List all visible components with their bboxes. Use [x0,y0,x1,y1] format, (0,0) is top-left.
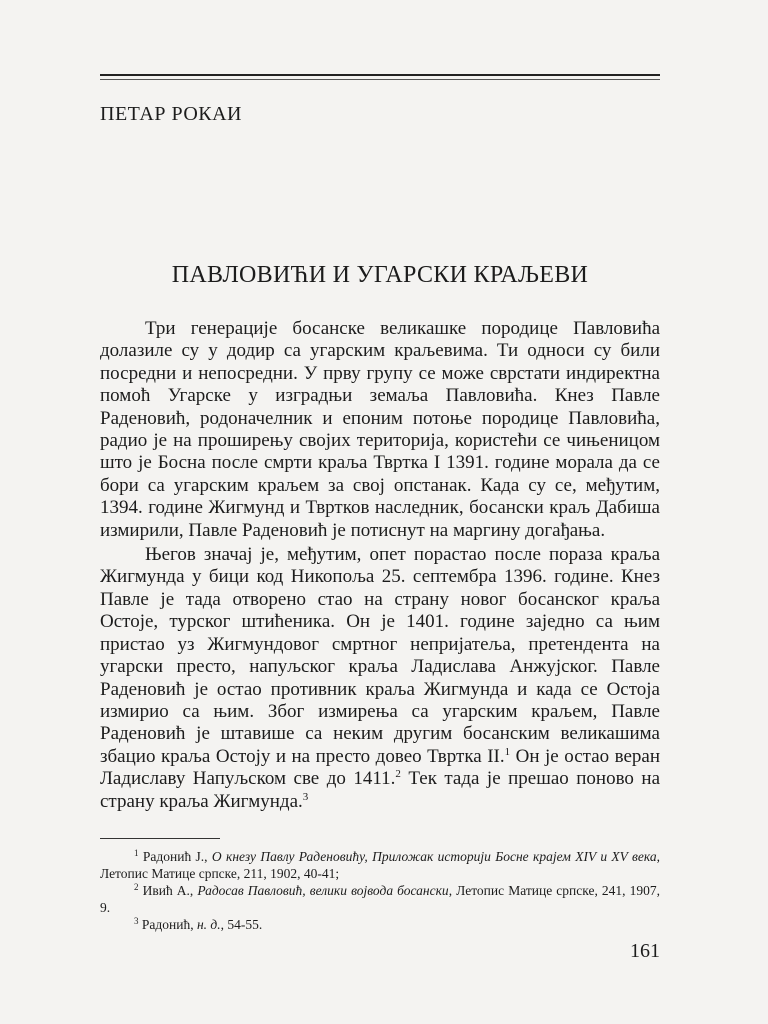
footnote-2-author: Ивић А., [142,883,198,898]
footnote-1 [100,848,660,882]
footnote-ref-3[interactable]: 3 [302,790,309,803]
paragraph-1 [100,318,660,542]
footnote-1-number: 1 [134,848,139,858]
footnote-3-number: 3 [134,916,139,926]
page-number: 161 [630,940,660,962]
footnote-2-title: Радосав Павловић, велики војвода босански [197,883,449,898]
header-rule-thin [100,79,660,80]
header-rule [100,74,660,76]
footnote-1-rest: , Летопис Матице српске, 211, 1902, 40-41; [100,849,661,881]
paragraph-2 [100,544,660,813]
article-body [100,318,660,813]
footnote-3-title: н. д. [196,917,221,932]
footnote-2 [100,882,660,916]
footnote-ref-1[interactable]: 1 [504,745,511,758]
footnote-3-rest: , 54-55. [220,917,263,932]
footnote-2-rest: , Летопис Матице српске, 241, 1907, 9. [100,883,661,915]
paragraph-2-text-a: Његов значај је, међутим, опет порастао после пораза краља Жигмунда у бици код Никопоља 25. септембра 1396. године. Кнез Павле је тада отворено стао на страну новог босанског краља Остоје, турског штићеника. Он је 1401. године заједно са њим пристао уз Жигмундовог смртног непријатеља, претендента на угарски престо, напуљског краља Ладислава Анжујског. Павле Раденовић је остао противник краља Жигмунда и када се Остоја измирио са њим. Због измирења са угарским краљем, Павле Раденовић је штавише са неким другим босанским великашима збацио краља Остоју и на престо довео Твртка II. [100,544,660,767]
paragraph-1-text: Три генерације босанске великашке породице Павловића долазиле су у додир са угарским краљевима. Ти односи су били посредни и непосредни. У прву групу се може сврстати индиректна помоћ Угарске у изградњи земаља Павловића. Кнез Павле Раденовић, родоначелник и епоним потоње породице Павловића, радио је на проширењу својих територија, користећи се чињеницом што је Босна после смрти краља Твртка I 1391. године морала да се бори са угарским краљем за свој опстанак. Када су се, међутим, 1394. године Жигмунд и Твртков наследник, босански краљ Дабиша измирили, Павле Раденовић је потиснут на маргину догађања. [100,318,660,541]
footnote-2-number: 2 [134,882,139,892]
footnotes [100,848,660,933]
paragraph-2-text-b: Он је остао веран Ладиславу Напуљском све до 1411. [100,745,661,790]
footnote-3-author: Радонић, [141,917,197,932]
paragraph-2-text-c: Тек тада је прешао поново на страну краља Жигмунда. [100,768,660,812]
footnote-3 [100,916,660,933]
author-name: ПЕТАР РОКАИ [100,103,242,125]
footnote-separator [100,838,220,839]
footnote-1-title: О кнезу Павлу Раденовићу, Приложак историји Босне крајем XIV и XV века [211,849,657,864]
footnote-ref-2[interactable]: 2 [395,768,401,781]
footnote-1-author: Радонић Ј., [142,849,212,864]
article-title: ПАВЛОВИЋИ И УГАРСКИ КРАЉЕВИ [171,262,589,288]
